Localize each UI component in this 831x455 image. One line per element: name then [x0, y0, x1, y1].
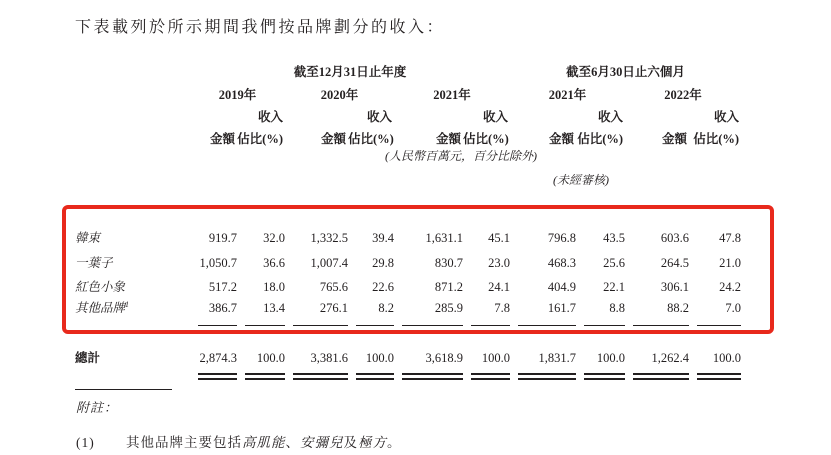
value-cell: 1,631.1 [425, 231, 463, 245]
unit-note: (人民幣百萬元，百分比除外) [385, 149, 537, 163]
total-value-cell: 2,874.3 [199, 351, 237, 365]
income-subheader-row [75, 103, 741, 125]
amount-column-header: 金額 [549, 132, 575, 146]
double-rule [518, 373, 576, 381]
brand-label: 紅色小象 [75, 280, 126, 294]
double-rule [633, 373, 689, 381]
column-header-row [75, 125, 741, 147]
value-cell: 1,050.7 [199, 256, 237, 270]
income-subheader: 收入 [598, 110, 624, 124]
unaudited-note-row [75, 171, 741, 196]
value-cell: 765.6 [319, 280, 348, 294]
value-cell: 47.8 [719, 231, 742, 245]
value-cell: 45.1 [488, 231, 511, 245]
year-header-row [75, 80, 741, 103]
value-cell: 22.6 [372, 280, 394, 294]
footnote-1 [76, 431, 402, 451]
value-cell: 285.9 [434, 301, 463, 315]
total-value-cell: 100.0 [256, 351, 285, 365]
value-cell: 264.5 [660, 256, 690, 270]
amount-column-header: 金額 [320, 132, 346, 146]
pct-column-header: 佔比(%) [348, 132, 394, 146]
value-cell: 32.0 [263, 231, 285, 245]
double-rule [697, 373, 741, 381]
pct-column-header: 佔比(%) [237, 132, 283, 146]
total-value-cell: 100.0 [481, 351, 511, 365]
year-header: 2021年 [433, 88, 471, 102]
double-rule [293, 373, 348, 381]
value-cell: 7.0 [725, 301, 742, 315]
group-header-annual: 截至12月31日止年度 [293, 65, 407, 79]
value-cell: 1,332.5 [310, 231, 348, 245]
value-cell: 919.7 [208, 231, 237, 245]
total-row [75, 346, 741, 366]
value-cell: 404.9 [547, 280, 577, 294]
year-header: 2022年 [664, 88, 702, 102]
pct-column-header: 佔比(%) [577, 132, 624, 146]
income-subheader: 收入 [714, 110, 740, 124]
amount-column-header: 金額 [209, 132, 235, 146]
value-cell: 22.1 [603, 280, 626, 294]
pct-column-header: 佔比(%) [693, 132, 740, 146]
table-row-other-brands [75, 295, 741, 316]
value-cell: 21.0 [719, 256, 742, 270]
double-rule [471, 373, 510, 381]
amount-column-header: 金額 [662, 132, 688, 146]
value-cell: 386.7 [208, 301, 237, 315]
intro-text: 下表載列於所示期間我們按品牌劃分的收入： [75, 19, 446, 36]
brand-label: 一葉子 [75, 256, 113, 270]
unit-note-row [75, 147, 741, 171]
unaudited-note: (未經審核) [553, 173, 609, 187]
value-cell: 1,007.4 [310, 256, 348, 270]
notes-divider-rule [75, 389, 172, 390]
year-header: 2021年 [548, 88, 587, 102]
value-cell: 24.2 [719, 280, 742, 294]
income-subheader: 收入 [366, 110, 392, 124]
value-cell: 7.8 [494, 301, 511, 315]
value-cell: 517.2 [208, 280, 237, 294]
total-label: 總計 [75, 351, 101, 365]
year-header: 2019年 [218, 88, 257, 102]
total-value-cell: 3,618.9 [425, 351, 463, 365]
total-value-cell: 100.0 [712, 351, 742, 365]
amount-column-header: 金額 [435, 132, 461, 146]
value-cell: 29.8 [372, 256, 394, 270]
value-cell: 23.0 [488, 256, 511, 270]
year-header: 2020年 [320, 88, 359, 102]
value-cell: 88.2 [667, 301, 690, 315]
value-cell: 18.0 [263, 280, 285, 294]
value-cell: 276.1 [319, 301, 348, 315]
total-value-cell: 1,262.4 [651, 351, 690, 365]
income-subheader: 收入 [483, 110, 509, 124]
value-cell: 25.6 [603, 256, 626, 270]
double-rule [402, 373, 463, 381]
value-cell: 603.6 [660, 231, 690, 245]
group-header-row [75, 58, 741, 80]
brand-label: 韓束 [75, 231, 101, 245]
value-cell: 830.7 [434, 256, 463, 270]
total-value-cell: 100.0 [596, 351, 626, 365]
value-cell: 13.4 [263, 301, 285, 315]
value-cell: 161.7 [547, 301, 577, 315]
value-cell: 43.5 [603, 231, 626, 245]
value-cell: 8.2 [378, 301, 394, 315]
total-rule-row [75, 366, 741, 380]
revenue-by-brand-table [75, 58, 741, 380]
pct-column-header: 佔比(%) [463, 132, 509, 146]
total-value-cell: 3,381.6 [310, 351, 348, 365]
double-rule [245, 373, 285, 381]
notes-heading: 附註： [76, 400, 119, 415]
value-cell: 468.3 [547, 256, 577, 270]
table-row-hanshu [75, 221, 741, 246]
group-header-interim: 截至6月30日止六個月 [566, 65, 685, 79]
total-value-cell: 100.0 [365, 351, 394, 365]
value-cell: 36.6 [263, 256, 285, 270]
value-cell: 796.8 [547, 231, 577, 245]
total-value-cell: 1,831.7 [538, 351, 577, 365]
value-cell: 871.2 [434, 280, 463, 294]
double-rule [356, 373, 394, 381]
double-rule [198, 373, 237, 381]
value-cell: 24.1 [488, 280, 511, 294]
value-cell: 39.4 [372, 231, 394, 245]
double-rule [584, 373, 625, 381]
income-subheader: 收入 [257, 110, 283, 124]
value-cell: 8.8 [609, 301, 626, 315]
table-row-yiyezi [75, 246, 741, 271]
brand-label: 其他品牌$^1$ [75, 299, 130, 315]
footnote-text: 其他品牌主要包括高肌能、安彌兒及極方。 [126, 435, 402, 450]
footnote-superscript: 1 [125, 299, 130, 309]
subtotal-rule-row [75, 316, 741, 326]
footnote-marker: (1) [76, 435, 95, 450]
table-row-hongsexiaoxiang [75, 271, 741, 295]
value-cell: 306.1 [660, 280, 690, 294]
